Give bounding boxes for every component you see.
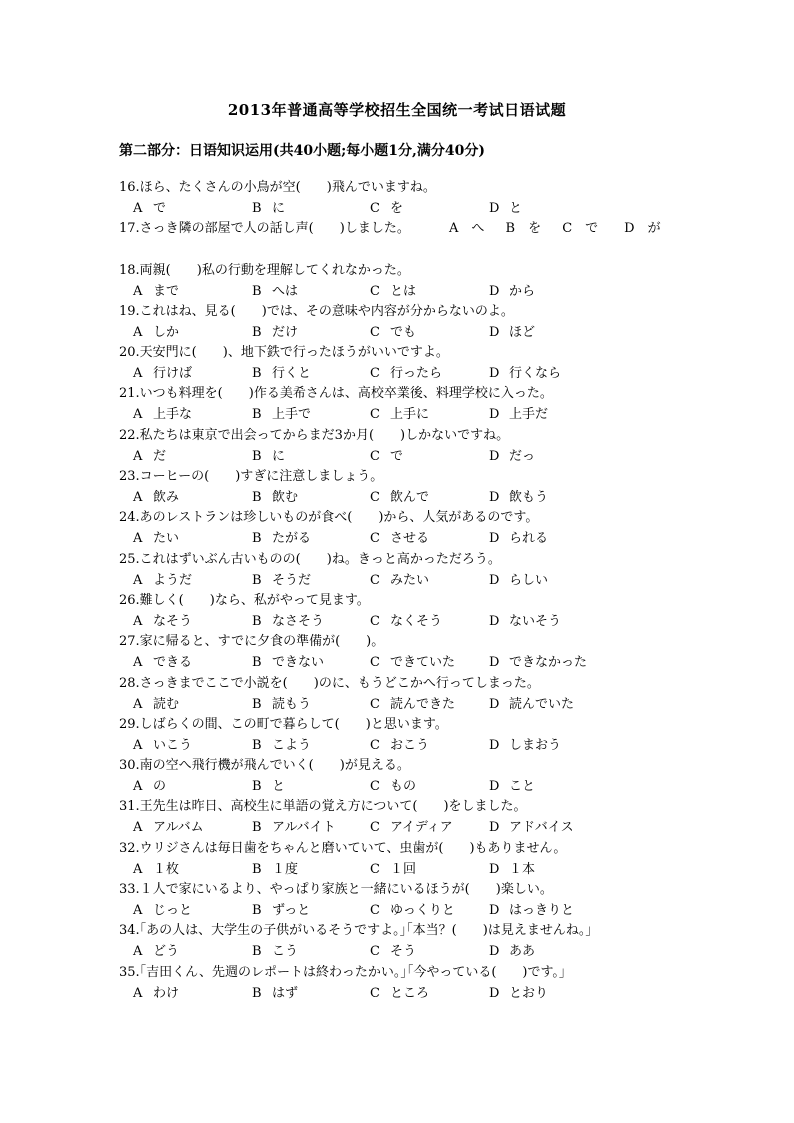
option-letter: B [252, 903, 262, 919]
option-d [489, 984, 548, 1004]
question-text: 20.天安門に( )、地下鉄で行ったほうがいいですよ。 [119, 345, 449, 361]
option-c [370, 323, 416, 343]
options-row [119, 860, 679, 880]
option-d [489, 282, 535, 302]
question-item [119, 591, 679, 632]
question-text: 17.さっき隣の部屋で人の話し声( )しました。 [119, 221, 410, 237]
option-d [489, 199, 522, 219]
option-text: いこう [153, 737, 193, 753]
option-text: はっきりと [509, 903, 575, 919]
option-letter: D [489, 985, 500, 1001]
option-text: と [509, 201, 523, 216]
option-b [252, 942, 298, 962]
question-item [119, 467, 679, 508]
option-letter: C [370, 407, 380, 423]
page-title: 2013年普通高等学校招生全国统一考试日语试题 [227, 101, 567, 119]
option-a [133, 695, 179, 715]
option-letter: D [489, 531, 500, 547]
option-text: 読む [153, 696, 180, 712]
question-item [119, 880, 679, 921]
option-text: 行けば [153, 366, 193, 382]
option-d [489, 777, 535, 797]
option-letter: B [252, 531, 262, 547]
question-text: 34.｢あの人は、大学生の子供がいるそうですよ。｣｢本当？( )は見えませんね。｣ [119, 923, 592, 939]
options-row [119, 942, 679, 962]
option-text: はず [272, 985, 299, 1001]
option-text: だっ [509, 448, 536, 464]
option-text: わけ [153, 985, 180, 1001]
question-item [119, 550, 679, 591]
option-a [133, 282, 179, 302]
options-row [119, 612, 679, 632]
option-text: 上手に [390, 407, 430, 423]
option-text: しか [153, 324, 180, 340]
option-d [489, 529, 548, 549]
option-letter: C [370, 737, 380, 753]
option-c [370, 653, 455, 673]
option-text: できる [153, 655, 193, 671]
option-letter: C [370, 985, 380, 1001]
option-letter: C [370, 655, 380, 671]
options-row [119, 984, 679, 1004]
option-text: アドバイス [509, 820, 574, 836]
question-text: 32.ウリジさんは毎日歯をちゃんと磨いていて、虫歯が( )もありません。 [119, 840, 567, 856]
option-letter: B [252, 655, 262, 671]
option-letter: C [370, 531, 380, 547]
option-b [252, 695, 311, 715]
option-letter: B [252, 201, 262, 216]
option-text: じっと [153, 903, 193, 919]
option-text: こよう [272, 737, 312, 753]
option-text: まで [153, 283, 180, 299]
option-c [370, 901, 455, 921]
option-d [489, 901, 574, 921]
option-letter: D [489, 903, 500, 919]
question-text: 19.これはね、見る( )では、その意味や内容が分からないのよ。 [119, 303, 514, 319]
question-text: 33.１人で家にいるより、やっぱり家族と一緒にいるほうが( )楽しい。 [119, 882, 553, 898]
option-text: から [509, 283, 536, 299]
option-letter: B [252, 820, 262, 836]
option-c [370, 529, 429, 549]
option-text: なくそう [390, 613, 443, 629]
option-a [133, 942, 179, 962]
option-text: でも [390, 324, 417, 340]
option-c [370, 984, 429, 1004]
question-text: 25.これはずいぶん古いものの( )ね。きっと高かっただろう。 [119, 551, 501, 567]
option-letter: D [489, 366, 500, 382]
options-row [119, 447, 679, 467]
option-a [133, 984, 179, 1004]
option-b [252, 447, 285, 467]
option-letter: A [133, 572, 143, 588]
option-text: １枚 [153, 861, 180, 877]
option-a [133, 405, 192, 425]
option-a [133, 199, 166, 219]
option-letter: C [370, 490, 380, 506]
option-letter: C [370, 903, 380, 919]
option-letter: C [370, 944, 380, 960]
option-c [370, 736, 429, 756]
inline-options: A へ B を C で D が [449, 221, 661, 237]
option-text: できていた [390, 655, 456, 671]
option-a [133, 323, 179, 343]
option-b [252, 653, 324, 673]
option-b [252, 777, 285, 797]
option-a [133, 447, 166, 467]
option-letter: D [489, 407, 500, 423]
option-d [489, 405, 548, 425]
option-text: アイディア [390, 820, 453, 836]
options-row [119, 653, 679, 673]
question-text: 29.しばらくの間、この町で暮らして( )と思います。 [119, 716, 448, 732]
question-item [119, 219, 679, 260]
option-b [252, 199, 285, 219]
option-d [489, 860, 535, 880]
option-b [252, 984, 298, 1004]
options-row [119, 405, 679, 425]
question-text: 35.｢吉田くん、先週のレポートは終わったかい。｣｢今やっている( )です。｣ [119, 964, 566, 980]
option-letter: A [133, 655, 143, 671]
options-row [119, 777, 679, 797]
option-letter: A [133, 861, 143, 877]
option-text: 行ったら [390, 366, 443, 382]
option-b [252, 282, 298, 302]
option-letter: B [252, 737, 262, 753]
option-text: とは [390, 283, 417, 299]
question-item [119, 756, 679, 797]
option-text: で [390, 448, 404, 464]
question-item [119, 839, 679, 880]
options-row [119, 282, 679, 302]
question-item [119, 674, 679, 715]
option-text: たがる [272, 531, 312, 547]
option-letter: A [133, 366, 143, 382]
option-text: 上手な [153, 407, 193, 423]
option-d [489, 612, 561, 632]
option-text: たい [153, 531, 180, 547]
option-a [133, 612, 192, 632]
option-text: おこう [390, 737, 430, 753]
question-text: 16.ほら、たくさんの小鳥が空( )飛んでいますね。 [119, 180, 436, 195]
option-c [370, 695, 455, 715]
option-letter: B [252, 324, 262, 340]
option-text: 行くなら [509, 366, 562, 382]
option-text: １回 [390, 861, 417, 877]
options-row [119, 488, 679, 508]
option-letter: A [133, 737, 143, 753]
option-text: こと [509, 779, 536, 795]
options-row [119, 199, 679, 219]
option-letter: C [370, 861, 380, 877]
options-row [119, 901, 679, 921]
option-letter: B [252, 283, 262, 299]
option-letter: A [133, 696, 143, 712]
option-text: に [272, 201, 286, 216]
option-letter: A [133, 944, 143, 960]
option-c [370, 199, 403, 219]
question-list [119, 178, 679, 1004]
question-item [119, 178, 679, 219]
option-c [370, 405, 429, 425]
option-text: 行くと [272, 366, 312, 382]
option-letter: B [252, 944, 262, 960]
option-text: ないそう [509, 613, 562, 629]
option-text: とおり [509, 985, 549, 1001]
option-text: しまおう [509, 737, 562, 753]
option-d [489, 571, 548, 591]
option-letter: D [489, 201, 500, 216]
option-letter: B [252, 490, 262, 506]
option-c [370, 612, 442, 632]
option-letter: C [370, 324, 380, 340]
option-letter: A [133, 531, 143, 547]
option-letter: B [252, 572, 262, 588]
option-letter: B [252, 696, 262, 712]
option-d [489, 488, 548, 508]
option-text: に [272, 448, 286, 464]
question-item [119, 426, 679, 467]
option-text: 読もう [272, 696, 312, 712]
option-letter: B [252, 366, 262, 382]
question-text: 24.あのレストランは珍しいものが食べ( )から、人気があるのです。 [119, 510, 539, 526]
option-letter: A [133, 324, 143, 340]
option-letter: A [133, 448, 143, 464]
option-b [252, 529, 311, 549]
option-c [370, 942, 416, 962]
option-text: と [272, 779, 286, 795]
section-heading: 第二部分：日语知识运用(共40小题;每小题1分,满分40分) [119, 143, 485, 159]
option-text: 上手だ [509, 407, 549, 423]
option-text: られる [509, 531, 549, 547]
option-letter: A [133, 820, 143, 836]
option-text: の [153, 779, 167, 795]
option-letter: B [252, 448, 262, 464]
option-text: ああ [509, 944, 536, 960]
option-text: もの [390, 779, 417, 795]
option-letter: B [252, 613, 262, 629]
option-text: アルバイト [272, 820, 336, 836]
option-text: ところ [390, 985, 430, 1001]
option-letter: C [370, 283, 380, 299]
option-letter: C [370, 201, 380, 216]
question-item [119, 261, 679, 302]
question-text: 27.家に帰ると、すでに夕食の準備が( )。 [119, 634, 385, 650]
option-b [252, 323, 298, 343]
option-a [133, 860, 179, 880]
option-text: １本 [509, 861, 536, 877]
options-row [119, 364, 679, 384]
options-row [119, 695, 679, 715]
option-letter: D [489, 613, 500, 629]
option-text: こう [272, 944, 299, 960]
option-a [133, 653, 192, 673]
option-b [252, 736, 311, 756]
option-text: で [153, 201, 167, 216]
option-text: ゆっくりと [390, 903, 455, 919]
option-text: させる [390, 531, 430, 547]
option-letter: A [133, 779, 143, 795]
option-d [489, 818, 574, 838]
options-row [119, 571, 679, 591]
option-d [489, 653, 587, 673]
option-text: どう [153, 944, 180, 960]
question-item [119, 302, 679, 343]
option-letter: C [370, 696, 380, 712]
option-text: 飲んで [390, 490, 430, 506]
option-letter: B [252, 407, 262, 423]
option-c [370, 818, 453, 838]
option-c [370, 282, 416, 302]
option-letter: D [489, 448, 500, 464]
option-c [370, 860, 416, 880]
option-letter: D [489, 490, 500, 506]
option-text: へは [272, 283, 299, 299]
option-text: できなかった [509, 655, 588, 671]
question-item [119, 508, 679, 549]
question-item [119, 797, 679, 838]
option-c [370, 364, 442, 384]
option-letter: C [370, 572, 380, 588]
option-text: 読んでいた [509, 696, 575, 712]
option-b [252, 364, 311, 384]
question-text: 30.南の空へ飛行機が飛んでいく( )が見える。 [119, 758, 410, 774]
question-text: 28.さっきまでここで小説を( )のに、もうどこかへ行ってしまった。 [119, 675, 540, 691]
option-text: そうだ [272, 572, 312, 588]
option-d [489, 364, 561, 384]
option-text: なさそう [272, 613, 325, 629]
option-letter: D [489, 324, 500, 340]
question-item [119, 343, 679, 384]
option-text: ずっと [272, 903, 311, 919]
option-letter: D [489, 861, 500, 877]
option-a [133, 488, 179, 508]
option-a [133, 901, 192, 921]
option-c [370, 447, 403, 467]
option-c [370, 777, 416, 797]
option-b [252, 612, 324, 632]
option-letter: A [133, 407, 143, 423]
options-row [119, 529, 679, 549]
option-c [370, 571, 429, 591]
option-letter: B [252, 779, 262, 795]
option-letter: C [370, 448, 380, 464]
question-text: 31.王先生は昨日、高校生に単語の覚え方について( )をしました。 [119, 799, 527, 815]
option-b [252, 488, 298, 508]
option-a [133, 818, 204, 838]
question-text: 26.難しく( )なら、私がやって見ます。 [119, 592, 370, 608]
options-row [119, 323, 679, 343]
question-text: 21.いつも料理を( )作る美希さんは、高校卒業後、料理学校に入った。 [119, 386, 553, 402]
option-text: そう [390, 944, 417, 960]
option-a [133, 571, 192, 591]
option-letter: C [370, 779, 380, 795]
option-letter: A [133, 985, 143, 1001]
option-a [133, 529, 179, 549]
option-letter: D [489, 779, 500, 795]
question-item [119, 715, 679, 756]
option-letter: B [252, 861, 262, 877]
option-letter: C [370, 366, 380, 382]
option-a [133, 736, 192, 756]
question-item [119, 921, 679, 962]
question-text: 18.両親( )私の行動を理解してくれなかった。 [119, 262, 410, 278]
option-text: 飲もう [509, 490, 549, 506]
option-d [489, 695, 574, 715]
option-b [252, 818, 336, 838]
option-text: 飲み [153, 490, 180, 506]
option-c [370, 488, 429, 508]
option-b [252, 571, 311, 591]
question-text: 22.私たちは東京で出会ってからまだ3か月( )しかないですね。 [119, 427, 510, 443]
option-text: を [390, 201, 404, 216]
option-text: できない [272, 655, 325, 671]
option-letter: C [370, 613, 380, 629]
option-a [133, 777, 166, 797]
option-letter: D [489, 283, 500, 299]
option-letter: A [133, 283, 143, 299]
option-b [252, 901, 310, 921]
option-d [489, 323, 535, 343]
option-text: だ [153, 448, 167, 464]
question-item [119, 632, 679, 673]
question-item [119, 963, 679, 1004]
option-letter: A [133, 613, 143, 629]
option-b [252, 860, 298, 880]
question-item [119, 384, 679, 425]
option-d [489, 942, 535, 962]
options-row [119, 736, 679, 756]
option-letter: A [133, 201, 143, 216]
option-d [489, 736, 561, 756]
option-letter: D [489, 944, 500, 960]
options-row [119, 818, 679, 838]
option-letter: C [370, 820, 380, 836]
option-text: 上手で [272, 407, 312, 423]
option-letter: D [489, 572, 500, 588]
question-text: 23.コーヒーの( )すぎに注意しましょう。 [119, 469, 384, 485]
option-text: なそう [153, 613, 193, 629]
option-text: らしい [509, 572, 549, 588]
option-letter: D [489, 820, 500, 836]
option-text: みたい [390, 572, 430, 588]
option-text: 読んできた [390, 696, 456, 712]
option-text: ほど [509, 324, 536, 340]
option-text: アルバム [153, 820, 204, 836]
option-letter: D [489, 696, 500, 712]
option-text: だけ [272, 324, 299, 340]
option-letter: B [252, 985, 262, 1001]
option-letter: A [133, 490, 143, 506]
option-text: 飲む [272, 490, 299, 506]
option-letter: D [489, 655, 500, 671]
option-letter: D [489, 737, 500, 753]
option-text: １度 [272, 861, 299, 877]
option-letter: A [133, 903, 143, 919]
option-b [252, 405, 311, 425]
option-a [133, 364, 192, 384]
option-d [489, 447, 535, 467]
option-text: ようだ [153, 572, 193, 588]
